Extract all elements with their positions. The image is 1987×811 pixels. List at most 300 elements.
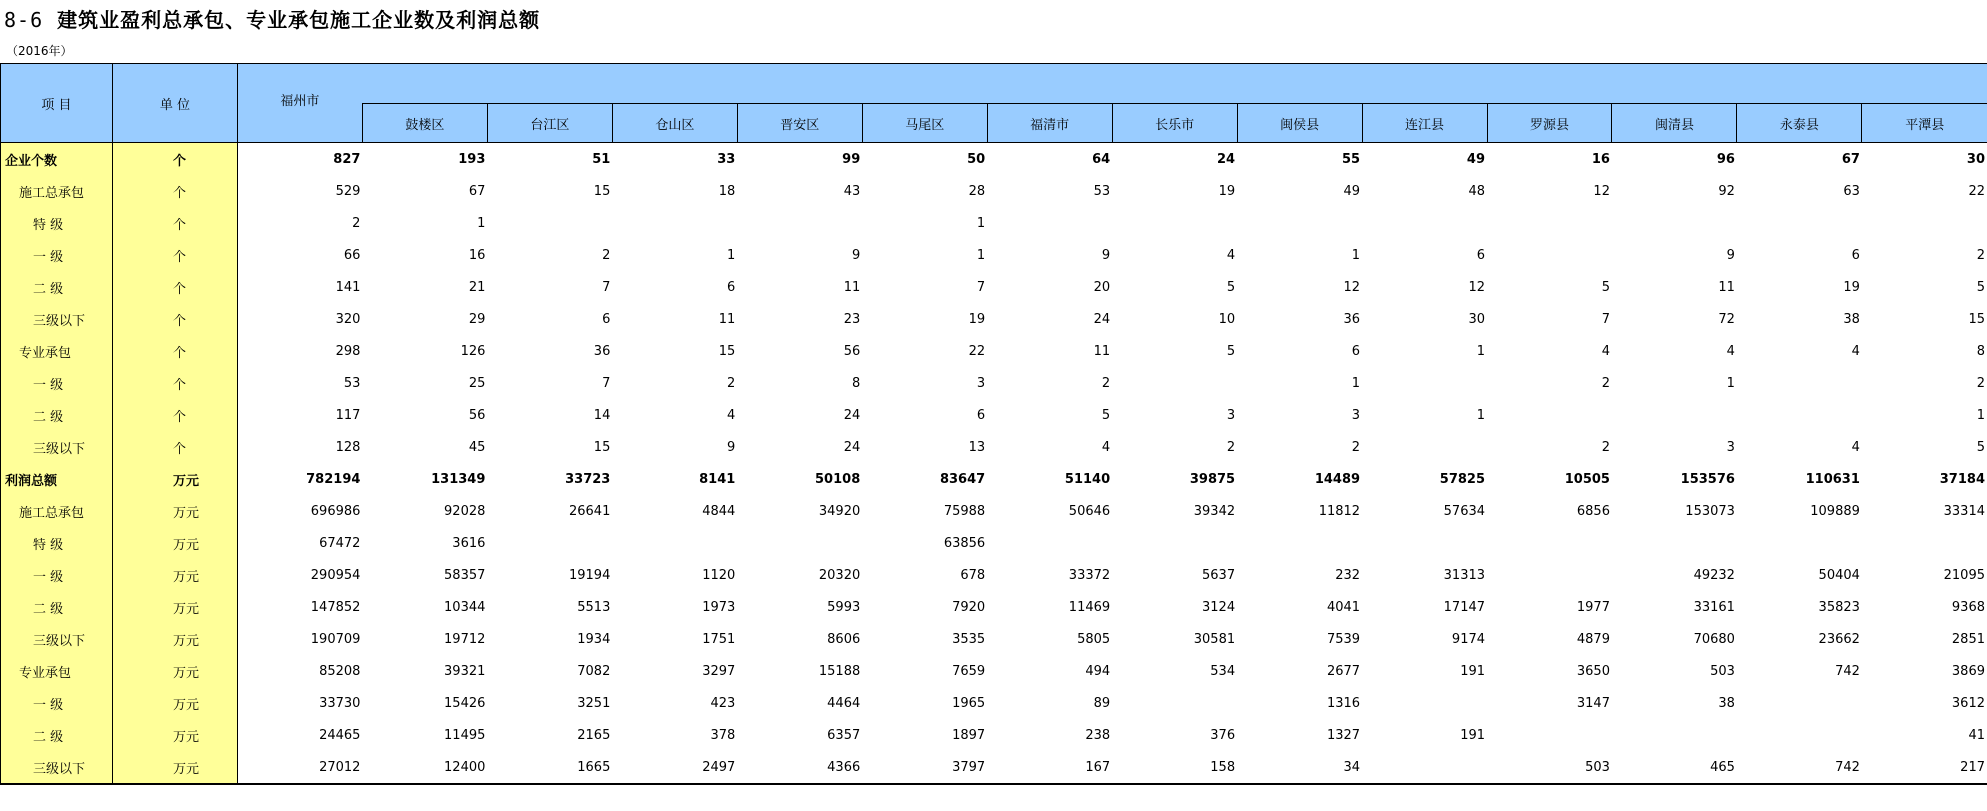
table-cell: 2 [1351,439,1361,455]
table-cell: 11 [843,279,861,295]
table-cell [1862,527,1987,559]
table-cell [1237,207,1362,239]
table-cell: 83647 [939,471,986,487]
row-label: 利润总额 [1,463,113,495]
table-cell [1362,751,1487,784]
table-cell: 48 [1468,183,1486,199]
table-cell: 5805 [1077,631,1111,647]
table-cell: 33161 [1693,599,1735,615]
table-cell: 58357 [444,567,486,583]
table-row [1,591,1987,623]
row-unit: 万元 [112,527,237,559]
row-unit: 个 [112,175,237,207]
table-cell: 1934 [577,631,611,647]
table-cell: 6 [1476,247,1486,263]
row-label: 特 级 [1,207,113,239]
table-cell: 3869 [1951,663,1985,679]
table-cell [1362,527,1487,559]
table-cell: 191 [1460,663,1486,679]
table-cell: 6357 [827,727,861,743]
table-cell: 3124 [1202,599,1236,615]
table-cell: 4366 [737,751,862,784]
table-cell: 4464 [827,695,861,711]
header-district: 福清市 [987,104,1112,143]
table-cell: 11495 [444,727,486,743]
row-label: 企业个数 [1,143,113,176]
table-cell: 39342 [1193,503,1236,519]
table-cell: 1327 [1326,727,1361,743]
table-cell: 1 [976,247,986,263]
table-cell: 1977 [1576,599,1610,615]
table-cell: 12400 [362,751,487,784]
table-cell: 1 [1976,407,1985,423]
table-cell: 7 [1601,311,1610,327]
table-cell: 8606 [827,631,861,647]
table-cell: 1316 [1326,695,1361,711]
table-cell: 141 [335,279,361,295]
table-cell: 20 [1093,279,1111,295]
row-label: 三级以下 [1,751,113,784]
table-cell: 19 [968,311,986,327]
table-cell: 678 [960,567,986,583]
row-unit: 万元 [112,719,237,751]
table-cell: 3 [976,375,986,391]
row-unit: 万元 [112,655,237,687]
table-cell: 131349 [431,471,486,487]
table-cell: 22 [1968,183,1985,199]
table-cell: 190709 [310,631,361,647]
header-city: 福州市 [237,64,362,143]
table-cell: 9 [1726,247,1735,263]
table-cell: 2 [1226,439,1236,455]
row-unit: 万元 [112,591,237,623]
table-cell: 534 [1210,663,1236,679]
table-row [1,239,1987,271]
row-label: 二 级 [1,399,113,431]
table-cell: 2677 [1326,663,1361,679]
table-cell: 19 [1843,279,1860,295]
table-cell: 10344 [444,599,486,615]
table-cell: 3612 [1951,695,1985,711]
table-cell [1737,719,1862,751]
table-cell [487,527,612,559]
table-cell: 13 [968,439,986,455]
table-cell: 39321 [444,663,486,679]
row-label: 施工总承包 [1,495,113,527]
table-row [1,207,1987,239]
table-cell: 4 [1226,247,1236,263]
table-cell: 89 [1093,695,1111,711]
table-cell: 376 [1210,727,1236,743]
table-cell: 2 [602,247,611,263]
table-cell: 11 [1718,279,1735,295]
table-cell: 4 [1851,343,1860,359]
table-cell: 9 [851,247,861,263]
table-cell: 50 [967,151,986,167]
row-unit: 个 [112,271,237,303]
table-row [1,367,1987,399]
table-cell: 1 [1726,375,1735,391]
row-unit: 个 [112,399,237,431]
table-cell: 153073 [1685,503,1735,519]
table-cell [737,527,862,559]
table-cell [1487,527,1612,559]
table-cell: 4 [1601,343,1610,359]
table-cell: 4 [1851,439,1860,455]
header-district: 连江县 [1362,104,1487,143]
table-cell: 27012 [237,751,362,784]
table-cell [1237,527,1362,559]
table-cell [612,207,737,239]
table-cell: 57634 [1443,503,1486,519]
table-title-text: 建筑业盈利总承包、专业承包施工企业数及利润总额 [57,8,541,32]
table-row [1,655,1987,687]
table-row [1,303,1987,335]
table-year-note: （2016年） [6,44,73,58]
table-cell: 30 [1966,151,1985,167]
data-table [0,63,1987,785]
row-unit: 个 [112,367,237,399]
row-unit: 个 [112,303,237,335]
table-cell: 696986 [310,503,361,519]
header-district: 晋安区 [737,104,862,143]
header-district: 长乐市 [1112,104,1237,143]
table-body [1,143,1987,785]
table-cell [1362,367,1487,399]
table-cell: 51 [592,151,611,167]
table-cell: 158 [1112,751,1237,784]
table-cell: 92 [1718,183,1735,199]
row-unit: 个 [112,431,237,463]
table-cell: 1 [1351,375,1361,391]
header-district: 永泰县 [1737,104,1862,143]
table-cell: 109889 [1810,503,1860,519]
table-cell: 33372 [1068,567,1111,583]
table-cell: 827 [333,151,361,167]
table-cell: 2 [1976,375,1985,391]
table-cell: 378 [710,727,736,743]
table-cell [1737,527,1862,559]
table-row [1,495,1987,527]
table-cell [1487,559,1612,591]
table-cell: 28 [968,183,986,199]
table-cell: 85208 [319,663,361,679]
table-cell: 423 [710,695,736,711]
table-cell: 63856 [943,535,986,551]
table-cell: 15 [593,183,611,199]
table-cell: 23 [843,311,861,327]
table-cell: 30 [1468,311,1486,327]
table-cell: 5 [1226,279,1236,295]
table-cell: 56 [468,407,486,423]
table-cell: 17147 [1443,599,1486,615]
table-cell: 92028 [444,503,486,519]
table-cell: 51140 [1064,471,1111,487]
table-cell [737,207,862,239]
table-cell: 1665 [487,751,612,784]
table-cell: 9 [1101,247,1111,263]
table-cell: 8 [1976,343,1985,359]
table-row [1,687,1987,719]
table-cell: 1973 [702,599,736,615]
table-cell: 3147 [1576,695,1610,711]
table-cell: 3797 [862,751,987,784]
table-cell [1737,207,1862,239]
table-cell: 7 [976,279,986,295]
table-cell: 10 [1218,311,1236,327]
table-row [1,559,1987,591]
table-cell: 6 [727,279,736,295]
row-unit: 万元 [112,559,237,591]
table-row [1,175,1987,207]
table-cell: 147852 [310,599,361,615]
table-cell: 5993 [827,599,861,615]
table-cell: 12 [1343,279,1361,295]
table-cell: 49232 [1693,567,1735,583]
table-cell: 6 [1851,247,1860,263]
table-cell: 153576 [1680,471,1735,487]
table-row [1,143,1987,176]
table-cell: 21095 [1943,567,1985,583]
table-cell: 742 [1737,751,1862,784]
table-cell: 6 [1351,343,1361,359]
table-cell: 11 [718,311,736,327]
table-cell: 10505 [1564,471,1610,487]
table-cell: 6 [602,311,611,327]
table-cell: 19 [1218,183,1236,199]
table-cell: 7539 [1326,631,1361,647]
table-cell: 25 [468,375,486,391]
table-cell: 4041 [1326,599,1361,615]
header-district: 台江区 [487,104,612,143]
table-cell: 12 [1468,279,1486,295]
table-cell: 75988 [943,503,986,519]
table-cell [1737,399,1862,431]
header-item: 项 目 [1,64,113,143]
header-unit: 单 位 [112,64,237,143]
table-cell: 41 [1968,727,1985,743]
table-cell: 167 [987,751,1112,784]
table-cell: 3 [1226,407,1236,423]
table-row [1,751,1987,784]
table-row [1,527,1987,559]
row-label: 一 级 [1,367,113,399]
table-cell [1737,367,1862,399]
table-cell: 16 [468,247,486,263]
table-cell: 465 [1612,751,1737,784]
row-label: 一 级 [1,559,113,591]
table-cell: 128 [335,439,361,455]
table-cell: 503 [1487,751,1612,784]
header-band [362,64,1987,104]
table-cell: 64 [1092,151,1111,167]
table-cell: 67 [468,183,486,199]
header-district: 平潭县 [1862,104,1987,143]
table-cell: 503 [1710,663,1735,679]
table-cell [1362,687,1487,719]
table-cell [1487,399,1612,431]
table-cell: 2497 [612,751,737,784]
table-cell: 529 [335,183,361,199]
table-cell [1112,207,1237,239]
table-cell: 70680 [1693,631,1735,647]
table-cell: 8141 [699,471,736,487]
table-cell: 290954 [310,567,361,583]
table-cell: 56 [843,343,861,359]
table-cell: 2 [727,375,736,391]
table-cell: 50646 [1068,503,1111,519]
table-cell: 21 [468,279,486,295]
table-cell: 12 [1593,183,1610,199]
row-label: 专业承包 [1,335,113,367]
table-cell: 38 [1718,695,1735,711]
table-cell: 2 [1976,247,1985,263]
table-cell: 494 [1085,663,1111,679]
table-cell: 3297 [702,663,736,679]
table-number: 8-6 [4,8,44,32]
table-cell: 7 [602,279,611,295]
table-cell: 238 [1085,727,1111,743]
table-cell: 5637 [1202,567,1236,583]
table-cell: 96 [1716,151,1735,167]
row-unit: 万元 [112,623,237,655]
table-cell [1612,527,1737,559]
table-cell: 18 [718,183,736,199]
table-cell [1112,687,1237,719]
table-cell: 193 [458,151,486,167]
table-cell: 35823 [1818,599,1860,615]
header-district: 马尾区 [862,104,987,143]
table-cell: 19712 [444,631,486,647]
table-cell: 5 [1976,439,1985,455]
table-cell: 782194 [306,471,361,487]
row-unit: 个 [112,207,237,239]
header-district: 闽侯县 [1237,104,1362,143]
row-label: 一 级 [1,239,113,271]
table-cell: 3535 [952,631,986,647]
table-cell: 55 [1341,151,1361,167]
table-cell: 1 [1476,407,1486,423]
table-cell: 742 [1835,663,1860,679]
table-cell: 5 [1226,343,1236,359]
table-cell: 11 [1093,343,1111,359]
row-unit: 万元 [112,463,237,495]
row-unit: 万元 [112,687,237,719]
table-cell: 9 [727,439,736,455]
table-cell: 24 [843,407,861,423]
table-cell: 7 [602,375,611,391]
table-cell: 8 [851,375,861,391]
table-cell [987,527,1112,559]
table-cell: 14 [593,407,611,423]
header-district: 闽清县 [1612,104,1737,143]
table-row [1,463,1987,495]
header-district: 罗源县 [1487,104,1612,143]
table-cell: 36 [593,343,611,359]
table-cell: 14489 [1314,471,1361,487]
table-cell: 1897 [952,727,986,743]
table-cell: 24465 [319,727,361,743]
table-cell: 191 [1460,727,1486,743]
table-cell: 1 [976,215,986,231]
table-cell: 3251 [577,695,611,711]
table-cell [487,207,612,239]
table-cell: 33723 [565,471,611,487]
table-cell: 4879 [1576,631,1610,647]
table-cell [1737,687,1862,719]
table-cell [1612,719,1737,751]
table-cell: 20320 [818,567,861,583]
table-cell: 22 [968,343,986,359]
table-cell: 50108 [815,471,861,487]
table-cell: 19194 [568,567,611,583]
table-cell: 232 [1335,567,1361,583]
table-cell: 53 [1093,183,1111,199]
table-cell: 11812 [1318,503,1361,519]
table-cell [1862,207,1987,239]
table-cell: 1 [477,215,486,231]
table-cell: 5 [1976,279,1985,295]
row-unit: 个 [112,143,237,176]
row-label: 二 级 [1,591,113,623]
table-cell: 24 [843,439,861,455]
table-cell: 117 [335,407,361,423]
table-cell: 72 [1718,311,1735,327]
table-cell: 23662 [1818,631,1860,647]
table-cell: 50404 [1818,567,1860,583]
table-cell: 67472 [319,535,361,551]
table-cell: 7082 [577,663,611,679]
table-cell: 33730 [319,695,361,711]
page-title [4,4,540,33]
table-cell [1487,207,1612,239]
table-cell: 110631 [1805,471,1860,487]
table-cell [1487,719,1612,751]
table-cell: 4844 [702,503,736,519]
table-cell: 9174 [1451,631,1486,647]
table-cell: 5513 [577,599,611,615]
table-cell: 15426 [444,695,486,711]
table-cell: 15188 [818,663,861,679]
table-row [1,623,1987,655]
table-cell: 16 [1591,151,1610,167]
data-table-container [0,63,1987,785]
table-cell: 34920 [818,503,861,519]
row-label: 一 级 [1,687,113,719]
table-row [1,719,1987,751]
table-cell: 6 [976,407,986,423]
table-cell: 15 [718,343,736,359]
table-cell: 2 [352,215,361,231]
row-unit: 万元 [112,495,237,527]
row-label: 二 级 [1,271,113,303]
table-cell: 24 [1093,311,1111,327]
table-cell: 45 [468,439,486,455]
table-cell: 3 [1726,439,1735,455]
table-cell: 320 [335,311,361,327]
table-cell: 15 [593,439,611,455]
row-label: 三级以下 [1,431,113,463]
table-row [1,271,1987,303]
table-cell [1612,207,1737,239]
table-cell: 1751 [702,631,736,647]
header-district: 鼓楼区 [362,104,487,143]
table-cell: 217 [1862,751,1987,784]
table-cell: 7920 [952,599,986,615]
table-cell: 7659 [952,663,986,679]
table-cell: 298 [335,343,361,359]
table-cell: 1120 [702,567,736,583]
